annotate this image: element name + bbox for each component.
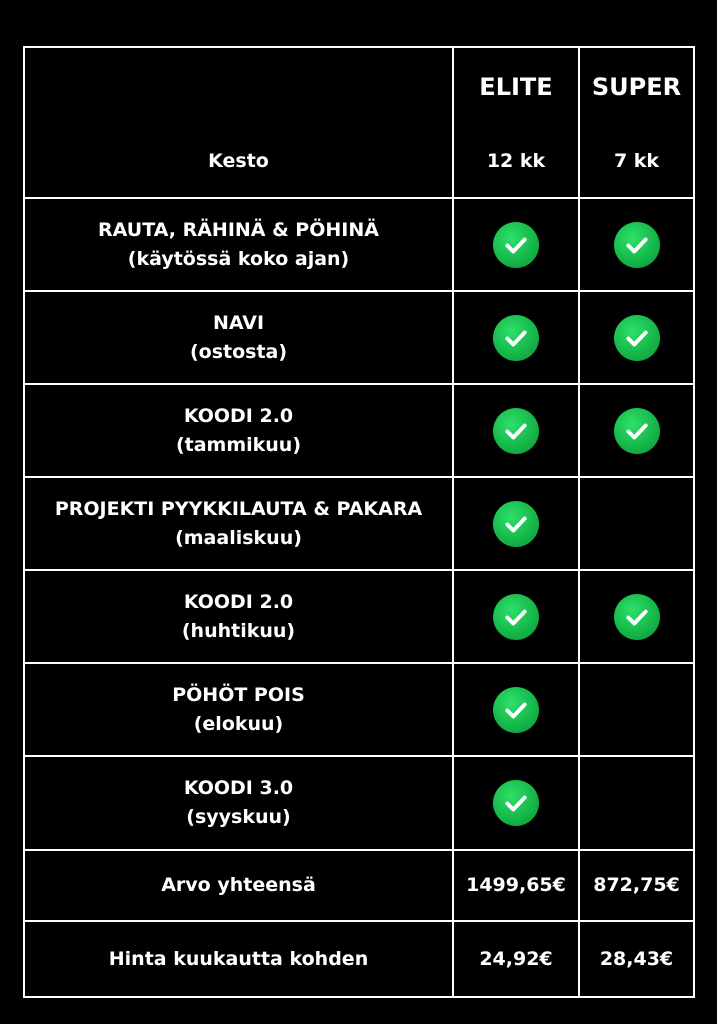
super-cell (578, 664, 693, 755)
super-cell (578, 571, 693, 662)
feature-cell (25, 199, 452, 290)
feature-cell (25, 922, 452, 996)
super-cell: 28,43€ (578, 922, 693, 996)
feature-subtitle: (huhtikuu) (181, 619, 296, 642)
table-row (25, 383, 693, 476)
check-circle-icon (493, 222, 539, 268)
feature-title: Hinta kuukautta kohden (108, 947, 369, 970)
header-super: SUPER (578, 48, 693, 126)
feature-subtitle: (syyskuu) (186, 806, 291, 828)
feature-title: RAUTA, RÄHINÄ & PÖHINÄ (98, 218, 379, 241)
feature-cell (25, 571, 452, 662)
super-cell (578, 292, 693, 383)
feature-title: Arvo yhteensä (161, 874, 316, 896)
check-circle-icon (493, 687, 539, 733)
feature-title: KOODI 2.0 (183, 404, 294, 427)
elite-cell (452, 478, 578, 569)
feature-title: KOODI 2.0 (183, 590, 294, 613)
check-circle-icon (614, 408, 660, 454)
super-cell (578, 757, 693, 849)
feature-title: NAVI (212, 311, 265, 334)
feature-subtitle: (käytössä koko ajan) (127, 247, 350, 270)
super-cell: 7 kk (578, 126, 693, 197)
table-row (25, 920, 693, 996)
super-cell: 872,75€ (578, 851, 693, 920)
elite-cell (452, 292, 578, 383)
elite-cell (452, 385, 578, 476)
elite-cell: 1499,65€ (452, 851, 578, 920)
check-circle-icon (614, 594, 660, 640)
header-empty-cell (25, 48, 452, 126)
table-row (25, 569, 693, 662)
feature-title: PÖHÖT POIS (172, 683, 305, 706)
table-body (25, 126, 693, 996)
feature-title: PROJEKTI PYYKKILAUTA & PAKARA (54, 497, 423, 520)
check-circle-icon (493, 594, 539, 640)
elite-cell (452, 571, 578, 662)
elite-cell (452, 757, 578, 849)
header-elite: ELITE (452, 48, 578, 126)
table-row (25, 755, 693, 849)
feature-subtitle: (maaliskuu) (175, 526, 302, 549)
table-row (25, 849, 693, 920)
feature-subtitle: (tammikuu) (175, 433, 302, 456)
feature-cell (25, 126, 452, 197)
check-circle-icon (493, 780, 539, 826)
feature-cell (25, 292, 452, 383)
table-row (25, 290, 693, 383)
elite-cell (452, 664, 578, 755)
comparison-table (23, 46, 695, 998)
elite-cell: 12 kk (452, 126, 578, 197)
table-row (25, 662, 693, 755)
feature-cell (25, 478, 452, 569)
check-circle-icon (493, 408, 539, 454)
table-row (25, 476, 693, 569)
super-cell (578, 385, 693, 476)
feature-cell (25, 385, 452, 476)
feature-cell (25, 851, 452, 920)
feature-subtitle: (elokuu) (193, 712, 284, 735)
feature-title: KOODI 3.0 (183, 777, 294, 799)
super-cell (578, 478, 693, 569)
feature-cell (25, 757, 452, 849)
super-cell (578, 199, 693, 290)
feature-subtitle: (ostosta) (189, 340, 288, 363)
check-circle-icon (493, 315, 539, 361)
table-row (25, 126, 693, 197)
elite-cell (452, 199, 578, 290)
feature-title: Kesto (208, 150, 269, 172)
check-circle-icon (614, 315, 660, 361)
check-circle-icon (614, 222, 660, 268)
header-row (25, 48, 693, 126)
table-row (25, 197, 693, 290)
elite-cell: 24,92€ (452, 922, 578, 996)
check-circle-icon (493, 501, 539, 547)
feature-cell (25, 664, 452, 755)
